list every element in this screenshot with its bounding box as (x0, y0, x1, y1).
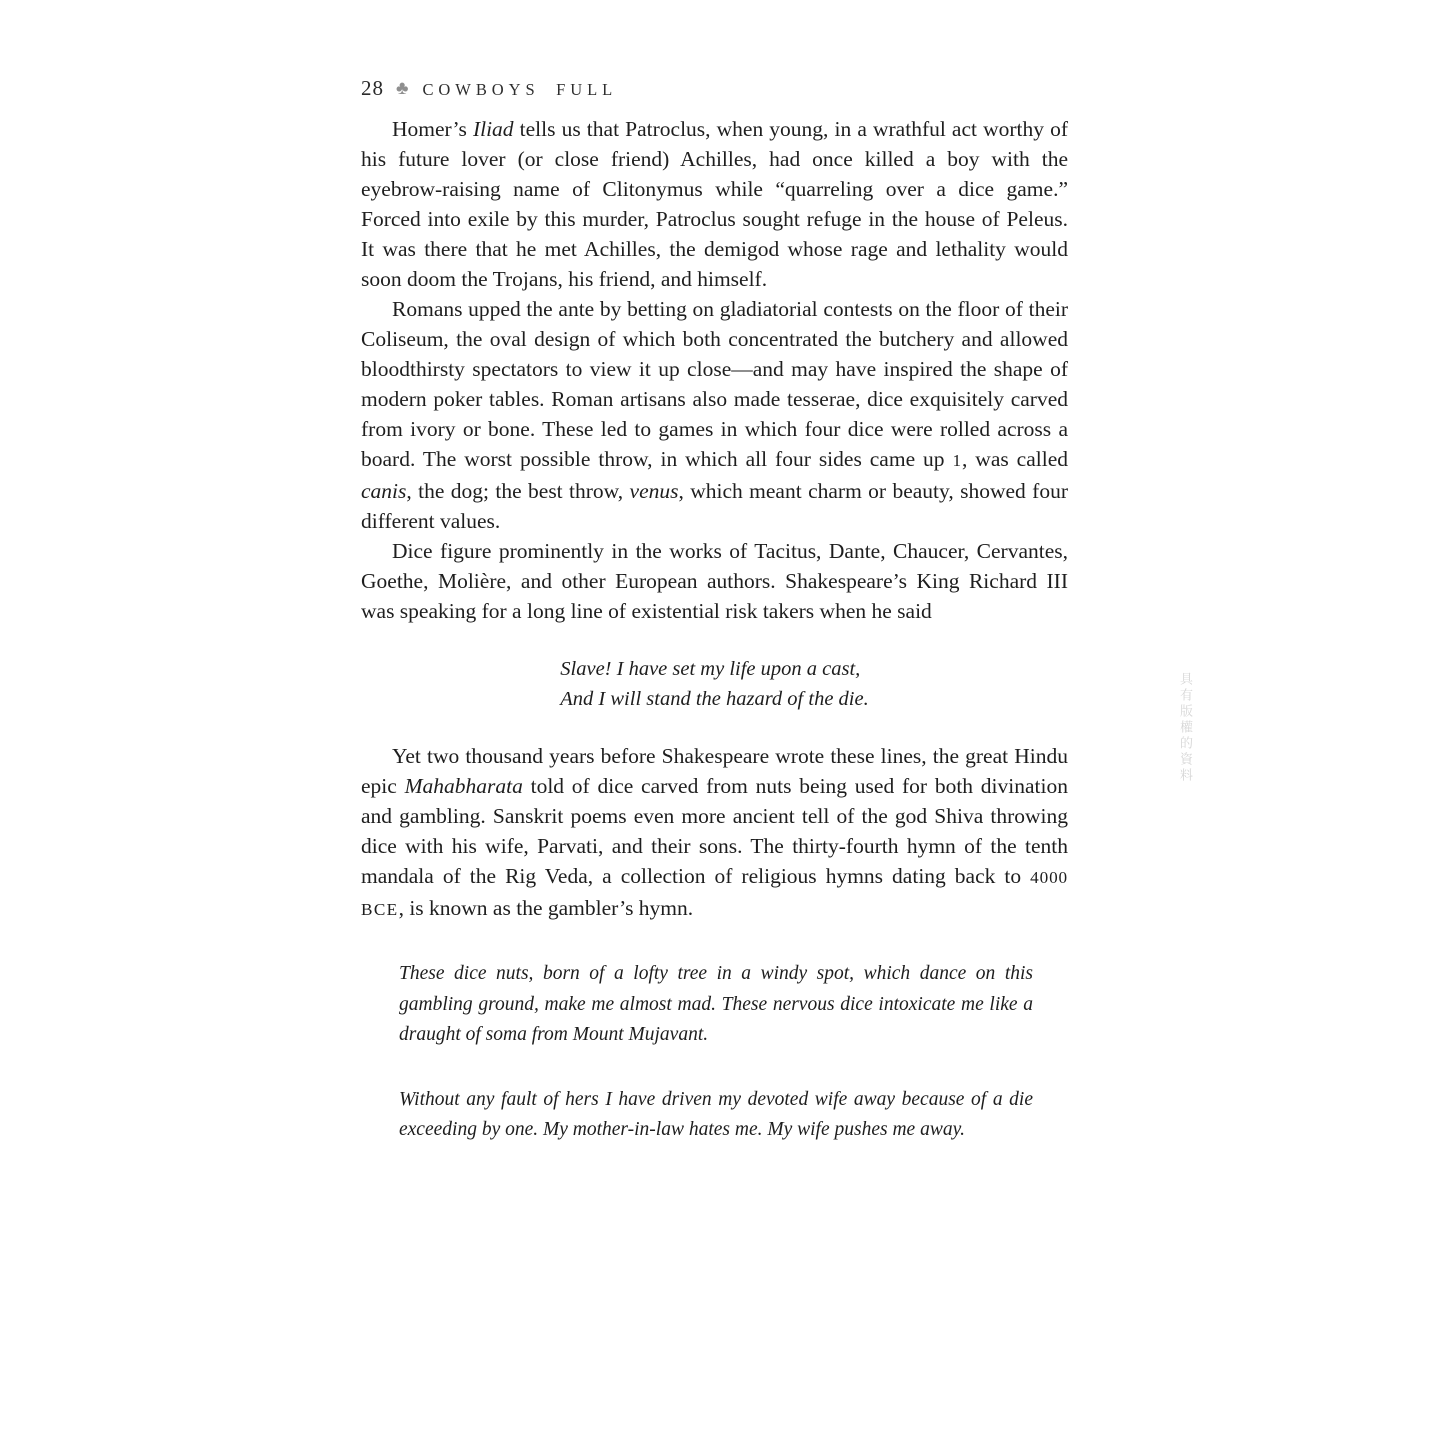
italic-term: venus (629, 479, 679, 503)
body-paragraph: Yet two thousand years before Shakespeare wrote these lines, the great Hindu epic Mahabharata told of dice carved from nuts being used for both divination and gambling. Sanskrit poems even more ancient tell of the god Shiva throwing dice with his wife, Parvati, and their sons. The thirty-fourth hymn of the tenth mandala of the Rig Veda, a collection of religious hymns dating back to 4000 BCE, is known as the gambler’s hymn. (361, 744, 1068, 920)
body-paragraph: Romans upped the ante by betting on gladiatorial contests on the floor of their Coliseum, the oval design of which both concentrated the butchery and allowed bloodthirsty spectators to view it up close—and may have inspired the shape of modern poker tables. Roman artisans also made tesserae, dice exquisitely carved from ivory or bone. These led to games in which four dice were rolled across a board. The worst possible throw, in which all four sides came up 1, was called canis, the dog; the best throw, venus, which meant charm or beauty, showed four different values. (361, 297, 1068, 533)
book-title: COWBOYS FULL (422, 80, 618, 99)
verse-quote (361, 654, 1068, 714)
club-suit-icon: ♣ (396, 78, 409, 99)
text-column (361, 114, 1068, 1146)
italic-term: Mahabharata (404, 774, 523, 798)
body-paragraph: Homer’s Iliad tells us that Patroclus, when young, in a wrathful act worthy of his future lover (or close friend) Achilles, had once killed a boy with the eyebrow-raising name of Clitonymus while “quarreling over a dice game.” Forced into exile by this murder, Patroclus sought refuge in the house of Peleus. It was there that he met Achilles, the demigod whose rage and lethality would soon doom the Trojans, his friend, and himself. (361, 117, 1068, 291)
italic-term: Iliad (472, 117, 514, 141)
page-number: 28 (361, 76, 384, 100)
body-paragraph: Dice figure prominently in the works of Tacitus, Dante, Chaucer, Cervantes, Goethe, Molière, and other European authors. Shakespeare’s King Richard III was speaking for a long line of existential risk takers when he said (361, 539, 1068, 623)
verse-lines (560, 654, 868, 714)
copyright-watermark: 具有版權的資料 (1178, 672, 1193, 784)
block-quote: Without any fault of hers I have driven my devoted wife away because of a die exceeding by one. My mother-in-law hates me. My wife pushes me away. (399, 1088, 1033, 1140)
oldstyle-numeral: 1 (952, 451, 962, 470)
verse-line: Slave! I have set my life upon a cast, (560, 658, 861, 680)
running-header (361, 76, 617, 101)
block-quote: These dice nuts, born of a lofty tree in a windy spot, which dance on this gambling ground, make me almost mad. These nervous dice intoxicate me like a draught of soma from Mount Mujavant. (399, 963, 1033, 1045)
verse-line: And I will stand the hazard of the die. (560, 688, 869, 710)
smallcaps-era: BCE (361, 900, 399, 919)
italic-term: canis (361, 479, 407, 503)
oldstyle-numeral: 4000 (1030, 868, 1068, 887)
